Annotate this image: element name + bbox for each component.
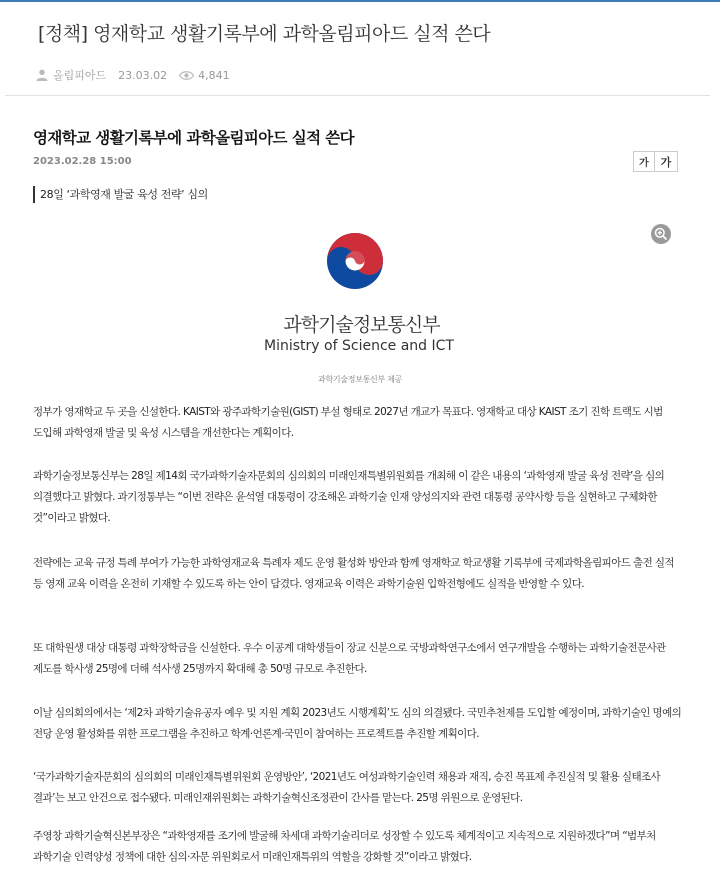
image-caption: 과학기술정보통신부 제공 — [318, 375, 402, 384]
post-author[interactable]: 올림피아드 — [53, 69, 107, 82]
post-meta — [36, 67, 230, 83]
user-icon — [36, 69, 48, 81]
post-title: [정책] 영재학교 생활기록부에 과학올림피아드 실적 쓴다 — [38, 23, 491, 45]
view-count: 4,841 — [198, 68, 230, 82]
article-paragraph: ‘국가과학기술자문회의 심의회의 미래인재특별위원회 운영방안’, ‘2021년도 여성과학기술인력 채용과 재직, 승진 목표제 추진실적 및 활용 실태조사 결과’는 보고 안건으로 접수됐다. 미래인재위원회는 과학기술혁신조정관이 간사를 맡는다. 25명 위원으로 운영된다. — [33, 771, 661, 804]
article-paragraph: 또 대학원생 대상 대통령 과학장학금을 신설한다. 우수 이공계 대학생들이 장교 신분으로 국방과학연구소에서 연구개발을 수행하는 과학기술전문사관 제도를 학사생 25명에 더해 석사생 25명까지 확대해 총 50명 규모로 추진한다. — [33, 642, 666, 675]
article-datetime: 2023.02.28 15:00 — [33, 156, 132, 167]
font-size-controls — [633, 151, 678, 172]
font-decrease-button[interactable]: 가 — [633, 151, 655, 172]
logo-english-name: Ministry of Science and ICT — [264, 338, 454, 354]
ministry-logo-image — [259, 230, 459, 360]
zoom-in-icon[interactable] — [651, 224, 671, 244]
eye-icon — [179, 70, 194, 81]
article-paragraph: 전략에는 교육 규정 특례 부여가 가능한 과학영재교육 특례자 제도 운영 활성화 방안과 함께 영재학교 학교생활 기록부에 국제과학올림피아드 출전 실적 등 영재 교육 이력을 온전히 기재할 수 있도록 하는 안이 담겼다. 영재교육 이력은 과학기술원 입학전형에도 실적을 반영할 수 있다. — [33, 557, 674, 590]
article-title: 영재학교 생활기록부에 과학올림피아드 실적 쓴다 — [33, 129, 355, 147]
taegeuk-emblem-icon — [325, 230, 385, 290]
top-accent-bar — [0, 0, 720, 2]
article-paragraph: 정부가 영재학교 두 곳을 신설한다. KAIST와 광주과학기술원(GIST) 부설 형태로 2027년 개교가 목표다. 영재학교 대상 KAIST 조기 진학 트랙도 시범 도입해 과학영재 발굴 및 육성 시스템을 개선한다는 계획이다. — [33, 406, 663, 439]
logo-korean-name: 과학기술정보통신부 — [283, 314, 440, 336]
post-date: 23.03.02 — [118, 68, 168, 82]
article-subhead: 28일 ‘과학영재 발굴 육성 전략’ 심의 — [33, 186, 208, 203]
article-paragraph: 주영창 과학기술혁신본부장은 “과학영재를 조기에 발굴해 차세대 과학기술리더로 성장할 수 있도록 체계적이고 지속적으로 지원하겠다”며 “범부처 과학기술 인력양성 정책에 대한 심의·자문 위원회로서 미래인재특위의 역할을 강화할 것”이라고 밝혔다. — [33, 830, 656, 863]
divider — [5, 95, 710, 96]
article-paragraph: 과학기술정보통신부는 28일 제14회 국가과학기술자문회의 심의회의 미래인재특별위원회를 개최해 이 같은 내용의 ‘과학영재 발굴 육성 전략’을 심의 의결했다고 밝혔다. 과기정통부는 “이번 전략은 윤석열 대통령이 강조해온 과학기술 인재 양성의지와 관련 대통령 공약사항 등을 실현하고 구체화한 것”이라고 밝혔다. — [33, 470, 665, 524]
font-increase-button[interactable]: 가 — [655, 151, 678, 172]
article-paragraph: 이날 심의회의에서는 ‘제2차 과학기술유공자 예우 및 지원 계획 2023년도 시행계획’도 심의 의결됐다. 국민추천제를 도입할 예정이며, 과학기술인 명예의 전당 운영 활성화를 위한 프로그램을 추진하고 학계·언론계·국민이 참여하는 프로젝트를 추진할 계획이다. — [33, 707, 682, 740]
